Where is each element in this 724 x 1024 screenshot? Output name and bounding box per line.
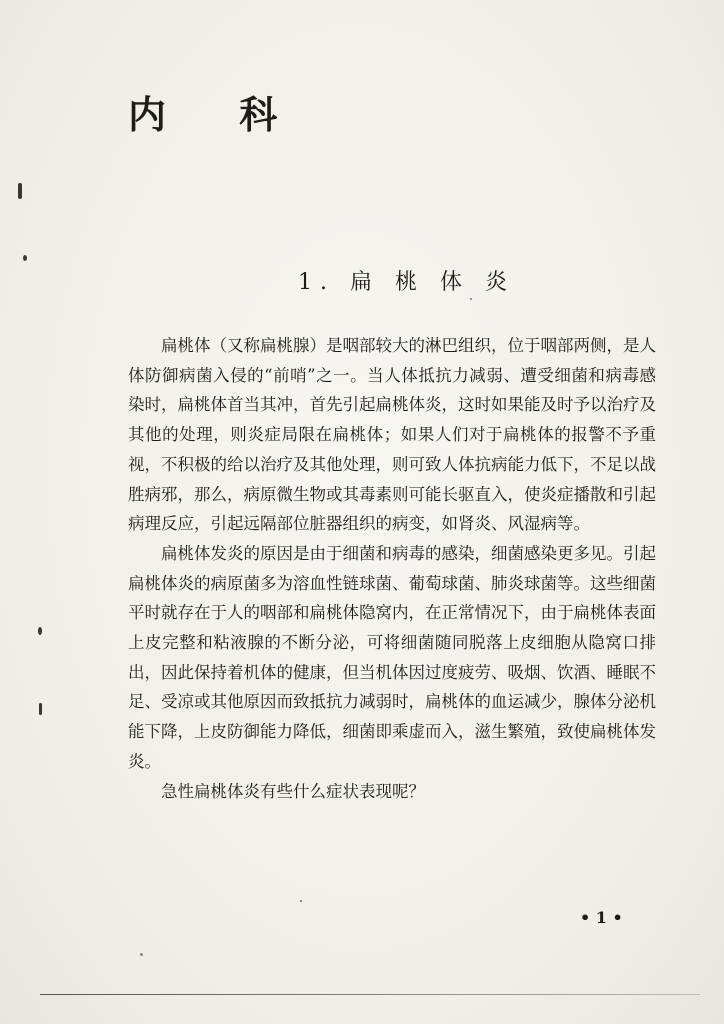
scan-speck [300,900,302,902]
paragraph: 扁桃体发炎的原因是由于细菌和病毒的感染，细菌感染更多见。引起扁桃体炎的病原菌多为溶血性链球菌、葡萄球菌、肺炎球菌等。这些细菌平时就存在于人的咽部和扁桃体隐窝内，在正常情况下，由于扁桃体表面上皮完整和粘液腺的不断分泌，可将细菌随同脱落上皮细胞从隐窝口排出，因此保持着机体的健康，但当机体因过度疲劳、吸烟、饮酒、睡眠不足、受凉或其他原因而致抵抗力减弱时，扁桃体的血运减少，腺体分泌机能下降，上皮防御能力降低，细菌即乘虚而入，滋生繁殖，致使扁桃体发炎。 [128,543,656,771]
scan-speck [38,627,42,635]
scan-speck [470,298,472,300]
paragraph: 急性扁桃体炎有些什么症状表现呢？ [161,781,425,801]
section-title: 内 科 [128,92,308,137]
page-number: • 1 • [580,908,623,927]
chapter-heading: 1. 扁 桃 体 炎 [298,270,515,295]
scan-speck [39,703,42,715]
page-bottom-edge [40,994,700,995]
body-text [128,331,656,806]
scan-speck [18,183,22,199]
scan-speck [23,255,27,261]
paragraph: 扁桃体（又称扁桃腺）是咽部较大的淋巴组织，位于咽部两侧，是人体防御病菌入侵的“前哨”之一。当人体抵抗力减弱、遭受细菌和病毒感染时，扁桃体首当其冲，首先引起扁桃体炎，这时如果能及时予以治疗及其他的处理，则炎症局限在扁桃体；如果人们对于扁桃体的报警不予重视，不积极的给以治疗及其他处理，则可致人体抗病能力低下，不足以战胜病邪，那么，病原微生物或其毒素则可能长驱直入，使炎症播散和引起病理反应，引起远隔部位脏器组织的病变，如肾炎、风湿病等。 [128,336,656,534]
scan-speck [140,953,143,956]
